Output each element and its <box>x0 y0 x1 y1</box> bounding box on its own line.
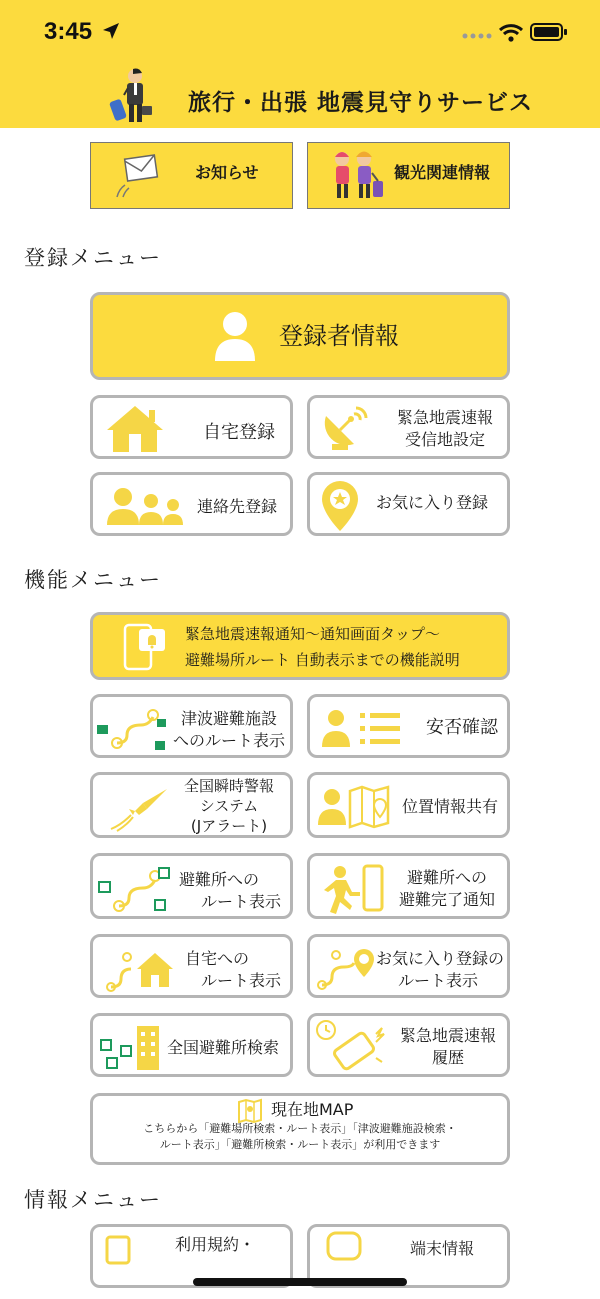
home-indicator[interactable] <box>193 1278 407 1286</box>
safety-label: 安否確認 <box>426 717 498 738</box>
shelter-route-line2: ルート表示 <box>201 892 282 911</box>
jalert-line3: (Jアラート) <box>190 817 268 835</box>
eew-history-line2: 履歴 <box>431 1048 464 1067</box>
battery-icon <box>530 22 568 42</box>
shelter-route-icon <box>97 866 171 914</box>
document-icon <box>105 1235 131 1265</box>
info-menu-row-clip <box>0 1222 600 1258</box>
missile-icon <box>109 785 171 833</box>
device-info-label: 端末情報 <box>410 1239 475 1258</box>
status-bar <box>0 0 600 64</box>
contacts-label: 連絡先登録 <box>197 497 278 516</box>
cellular-signal-icon <box>462 32 492 40</box>
tourism-info-button[interactable] <box>307 142 510 209</box>
home-route-line1: 自宅への <box>185 949 250 968</box>
map-pin-star-icon <box>320 479 360 533</box>
evac-done-line1: 避難所への <box>406 868 487 887</box>
traveler-businessman-icon <box>108 68 154 126</box>
location-share-map-icon <box>318 785 394 831</box>
favorites-route-button[interactable] <box>307 934 510 998</box>
map-desc-line2: ルート表示」「避難所検索・ルート表示」が利用できます <box>159 1138 441 1151</box>
evacuation-complete-notice-button[interactable] <box>307 853 510 919</box>
shelter-search-label: 全国避難所検索 <box>167 1038 280 1057</box>
eew-explain-line2: 避難場所ルート 自動表示までの機能説明 <box>185 651 460 669</box>
map-title: 現在地MAP <box>271 1100 354 1119</box>
eew-explain-line1: 緊急地震速報通知～通知画面タップ～ <box>185 625 441 643</box>
eew-history-button[interactable] <box>307 1013 510 1077</box>
shelter-route-button[interactable] <box>90 853 293 919</box>
favorites-registration-button[interactable] <box>307 472 510 536</box>
home-route-icon <box>103 947 175 991</box>
section-title-info: 情報メニュー <box>24 1188 162 1212</box>
terms-label: 利用規約・ <box>175 1235 256 1254</box>
satellite-dish-icon <box>318 404 370 454</box>
running-exit-icon <box>318 862 384 916</box>
location-share-label: 位置情報共有 <box>402 797 499 816</box>
device-icon <box>324 1231 364 1261</box>
map-icon <box>237 1098 263 1124</box>
eew-location-label-line2: 受信地設定 <box>404 430 485 449</box>
jalert-button[interactable] <box>90 772 293 838</box>
shelter-building-icon <box>99 1024 163 1072</box>
current-location-map-button[interactable] <box>90 1093 510 1165</box>
jalert-line2: システム <box>199 797 259 815</box>
tsunami-facility-route-button[interactable] <box>90 694 293 758</box>
evac-done-line2: 避難完了通知 <box>398 890 495 909</box>
home-route-line2: ルート表示 <box>201 971 282 990</box>
tourism-label: 観光関連情報 <box>394 163 491 182</box>
phone-notification-icon <box>121 621 171 673</box>
mail-icon <box>113 153 159 199</box>
registrant-label: 登録者情報 <box>279 322 399 350</box>
phone-history-icon <box>314 1018 388 1074</box>
nationwide-shelter-search-button[interactable] <box>90 1013 293 1077</box>
fav-route-line1: お気に入り登録の <box>376 949 505 968</box>
home-route-button[interactable] <box>90 934 293 998</box>
contacts-group-icon <box>107 485 187 527</box>
favorites-route-icon <box>314 947 378 991</box>
tourists-icon <box>326 147 386 205</box>
map-desc-line1: こちらから「避難場所検索・ルート表示」「津波避難施設検索・ <box>143 1122 457 1135</box>
home-registration-label: 自宅登録 <box>203 422 275 443</box>
notice-label: お知らせ <box>195 163 259 182</box>
eew-function-explain-button[interactable] <box>90 612 510 680</box>
tsunami-route-line2: へのルート表示 <box>173 731 286 750</box>
section-title-function: 機能メニュー <box>24 568 162 592</box>
app-header <box>0 64 600 128</box>
wifi-icon <box>499 24 523 42</box>
fav-route-line2: ルート表示 <box>398 971 479 990</box>
eew-location-label-line1: 緊急地震速報 <box>396 408 493 427</box>
shelter-route-line1: 避難所への <box>179 870 260 889</box>
app-title: 旅行・出張 地震見守りサービス <box>188 90 534 116</box>
location-share-button[interactable] <box>307 772 510 838</box>
notice-button[interactable] <box>90 142 293 209</box>
home-registration-button[interactable] <box>90 395 293 459</box>
safety-confirmation-button[interactable] <box>307 694 510 758</box>
location-arrow-icon <box>102 22 120 40</box>
status-time: 3:45 <box>44 18 93 45</box>
safety-list-icon <box>322 709 402 749</box>
eew-location-setting-button[interactable] <box>307 395 510 459</box>
contacts-registration-button[interactable] <box>90 472 293 536</box>
eew-history-line1: 緊急地震速報 <box>399 1026 496 1045</box>
jalert-line1: 全国瞬時警報 <box>183 777 274 795</box>
registrant-info-button[interactable] <box>90 292 510 380</box>
house-icon <box>105 404 165 454</box>
tsunami-route-icon <box>95 705 167 751</box>
section-title-registration: 登録メニュー <box>24 246 162 270</box>
favorites-label: お気に入り登録 <box>376 493 489 512</box>
tsunami-route-line1: 津波避難施設 <box>181 709 278 728</box>
person-icon <box>213 311 257 363</box>
